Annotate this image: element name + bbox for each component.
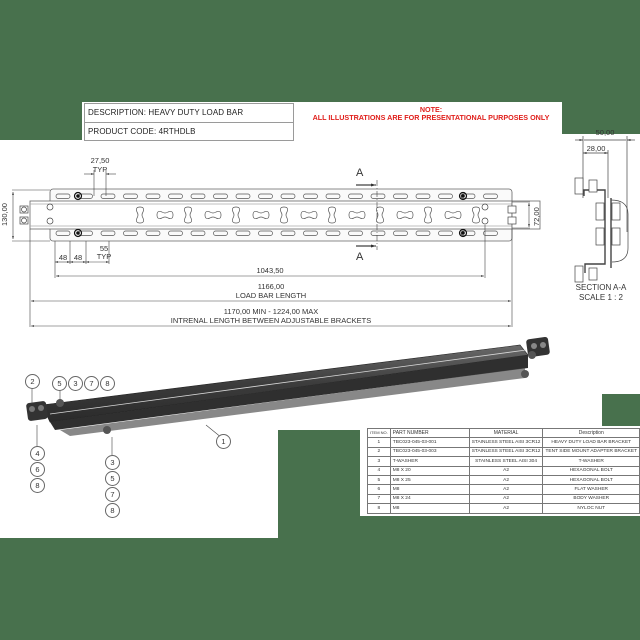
cell-part-number: M8 X 24 — [390, 494, 469, 503]
table-row — [368, 494, 640, 503]
cell-description: HEXAGONAL BOLT — [543, 475, 640, 484]
cell-part-number: M8 X 20 — [390, 466, 469, 475]
cell-material: A2 — [469, 494, 543, 503]
cell-material: STAINLESS STEEL AISI 304 — [469, 457, 543, 466]
cell-part-number: M8 — [390, 504, 469, 513]
dim-spacing-c — [97, 245, 112, 261]
section-title: SECTION A-A — [575, 283, 627, 292]
product-code-field: PRODUCT CODE: 4RTHDLB — [88, 127, 196, 136]
balloon-item: 8 — [30, 478, 45, 493]
balloon-item: 8 — [105, 503, 120, 518]
cell-item-no: 8 — [368, 504, 391, 513]
cell-description: TENT SIDE MOUNT ADAPTER BRACKET — [543, 447, 640, 456]
cell-part-number: M8 — [390, 485, 469, 494]
cell-item-no: 4 — [368, 466, 391, 475]
section-marker-top: A — [356, 167, 364, 179]
cell-description: FLAT WASHER — [543, 485, 640, 494]
dim-spacing-a: 48 — [58, 253, 68, 262]
cell-part-number: TBC023-045-03-001 — [390, 438, 469, 447]
dim-slot-pitch-value: 27,50 — [90, 156, 110, 165]
balloon-item: 7 — [105, 487, 120, 502]
section-marker-bottom: A — [356, 251, 364, 263]
table-row — [368, 457, 640, 466]
cell-part-number: T-WASHER — [390, 457, 469, 466]
balloon-item: 2 — [25, 374, 40, 389]
dim-bar-length — [236, 282, 306, 300]
cell-item-no: 6 — [368, 485, 391, 494]
cell-material: A2 — [469, 485, 543, 494]
cell-part-number: M8 X 25 — [390, 475, 469, 484]
dim-internal-length-value: 1170,00 MIN - 1224,00 MAX — [223, 307, 319, 316]
dim-bar-length-label: LOAD BAR LENGTH — [235, 291, 307, 300]
balloon-item: 3 — [68, 376, 83, 391]
col-item-no: ITEM NO. — [368, 429, 391, 438]
presentation-note — [300, 106, 562, 122]
cell-item-no: 3 — [368, 457, 391, 466]
cell-description: NYLOC NUT — [543, 504, 640, 513]
dim-height: 130,00 — [0, 203, 9, 226]
dim-slot-pitch-typ: TYP — [92, 165, 108, 174]
cell-description: HEXAGONAL BOLT — [543, 466, 640, 475]
balloon-item: 5 — [105, 471, 120, 486]
description-field: DESCRIPTION: HEAVY DUTY LOAD BAR — [85, 104, 293, 123]
dim-bar-length-value: 1166,00 — [257, 282, 285, 291]
section-dim-outer: 50,00 — [595, 128, 615, 137]
balloon-item: 7 — [84, 376, 99, 391]
note-heading: NOTE: — [419, 105, 443, 114]
dim-spacing-c-value: 55 — [99, 244, 109, 253]
dim-internal-length — [171, 307, 371, 325]
table-row — [368, 485, 640, 494]
cell-item-no: 7 — [368, 494, 391, 503]
dim-spacing-b: 48 — [73, 253, 83, 262]
cell-item-no: 2 — [368, 447, 391, 456]
balloon-item: 4 — [30, 446, 45, 461]
cell-part-number: TBC023-045-03-003 — [390, 447, 469, 456]
section-dim-inner: 28,00 — [586, 144, 606, 153]
col-part-number: PART NUMBER — [390, 429, 469, 438]
cell-material: A2 — [469, 475, 543, 484]
title-block — [84, 103, 294, 141]
balloon-item: 5 — [52, 376, 67, 391]
dim-inner-height: 72,00 — [532, 207, 541, 226]
balloon-item: 6 — [30, 462, 45, 477]
table-row — [368, 475, 640, 484]
cell-material: STAINLESS STEEL AISI 3CR12 — [469, 447, 543, 456]
balloon-item: 8 — [100, 376, 115, 391]
table-row — [368, 466, 640, 475]
note-text: ALL ILLUSTRATIONS ARE FOR PRESENTATIONAL PURPOSES ONLY — [312, 113, 550, 122]
cell-description: HEAVY DUTY LOAD BAR BRACKET — [543, 438, 640, 447]
dim-hole-span: 1043,50 — [256, 266, 284, 275]
table-header-row — [368, 429, 640, 438]
col-description: Description — [543, 429, 640, 438]
cell-material: A2 — [469, 466, 543, 475]
balloon-item: 1 — [216, 434, 231, 449]
section-scale: SCALE 1 : 2 — [578, 293, 624, 302]
table-row — [368, 447, 640, 456]
cell-item-no: 5 — [368, 475, 391, 484]
cell-description: BODY WASHER — [543, 494, 640, 503]
cell-material: A2 — [469, 504, 543, 513]
cell-material: STAINLESS STEEL AISI 3CR12 — [469, 438, 543, 447]
section-caption — [576, 283, 627, 303]
table-row — [368, 504, 640, 513]
balloon-item: 3 — [105, 455, 120, 470]
cell-item-no: 1 — [368, 438, 391, 447]
dim-slot-pitch — [91, 156, 110, 174]
table-row — [368, 438, 640, 447]
dim-spacing-c-typ: TYP — [96, 252, 112, 261]
bill-of-materials-table — [367, 428, 640, 514]
section-a-a-drawing — [575, 136, 635, 282]
cell-description: T-WASHER — [543, 457, 640, 466]
col-material: MATERIAL — [469, 429, 543, 438]
dim-internal-length-label: INTRENAL LENGTH BETWEEN ADJUSTABLE BRACKETS — [170, 316, 372, 325]
